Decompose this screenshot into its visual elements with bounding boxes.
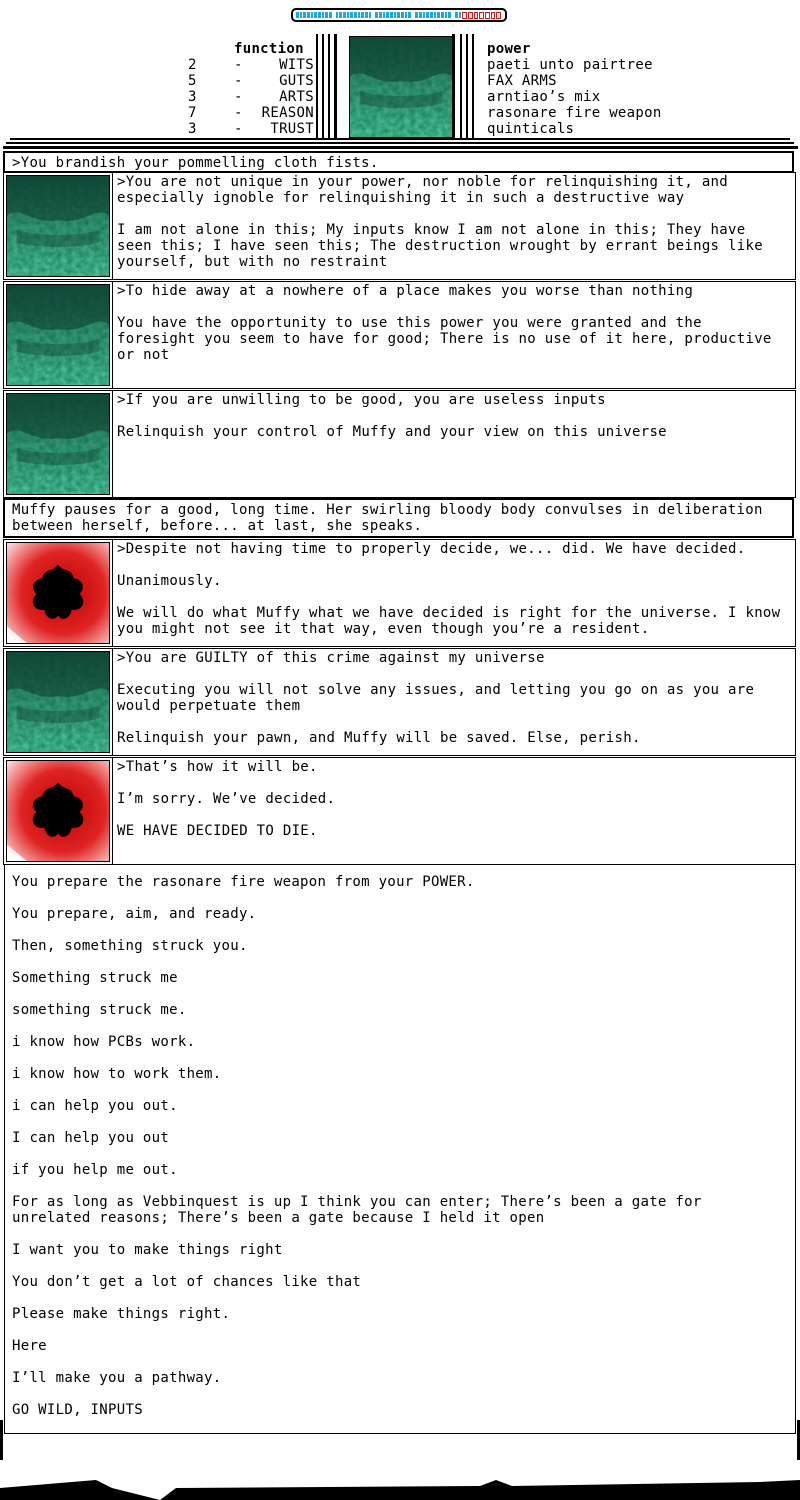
dialog-line xyxy=(117,557,787,573)
health-segment-empty xyxy=(491,12,496,19)
narration-line xyxy=(12,1114,787,1130)
health-segment xyxy=(423,12,426,18)
health-segment xyxy=(419,12,422,18)
health-segment-empty xyxy=(468,12,473,19)
dialog-box xyxy=(3,648,796,756)
action-box xyxy=(3,151,794,173)
narration-line xyxy=(12,954,787,970)
health-segment xyxy=(300,12,303,18)
health-segment xyxy=(383,12,386,18)
stat-value: 5 xyxy=(188,73,197,89)
narration-text: Muffy pauses for a good, long time. Her swirling bloody body convulses in deliberation between herself, before... at last, she speaks. xyxy=(12,502,772,534)
dialog-line xyxy=(117,807,787,823)
stat-row xyxy=(180,57,314,73)
stat-dash: - xyxy=(234,121,243,137)
health-segment xyxy=(339,12,342,18)
dialog-line: >You are GUILTY of this crime against my universe xyxy=(117,650,545,666)
health-segment xyxy=(397,12,400,18)
health-segment-empty xyxy=(479,12,484,19)
stat-row xyxy=(180,121,314,137)
health-segment xyxy=(322,12,325,18)
power-header: power xyxy=(487,41,531,57)
narration-line: You don’t get a lot of chances like that xyxy=(12,1274,362,1290)
narration-line: For as long as Vebbinquest is up I think you can enter; There’s been a gate for unrelated reasons; There’s been a gate because I held it open xyxy=(12,1194,711,1226)
health-segment xyxy=(354,12,357,18)
narration-line xyxy=(12,1146,787,1162)
narration-line xyxy=(12,1178,787,1194)
health-segment xyxy=(347,12,350,18)
dialog-text xyxy=(117,174,787,270)
power-name: rasonare fire weapon xyxy=(487,105,662,121)
dialog-text xyxy=(117,392,787,440)
health-segment xyxy=(369,12,372,18)
narration-line xyxy=(12,1354,787,1370)
health-segment xyxy=(390,12,393,18)
power-name: arntiao’s mix xyxy=(487,89,601,105)
narration-box xyxy=(3,498,794,538)
health-segment-empty xyxy=(462,12,467,19)
narration-line xyxy=(12,1290,787,1306)
stat-dash: - xyxy=(234,105,243,121)
health-segment-empty xyxy=(474,12,479,19)
stat-name: ARTS xyxy=(279,89,314,105)
dialog-line: We will do what Muffy what we have decided is right for the universe. I know you might not see it that way, even though you’re a resident. xyxy=(117,605,790,637)
health-segment xyxy=(379,12,382,18)
action-text: >You brandish your pommelling cloth fists. xyxy=(12,155,379,171)
health-segment xyxy=(375,12,378,18)
dialog-line xyxy=(117,206,787,222)
health-segment xyxy=(455,12,458,18)
health-segment xyxy=(408,12,411,18)
power-name: FAX ARMS xyxy=(487,73,557,89)
player-portrait-frame xyxy=(316,34,486,138)
health-segment xyxy=(336,12,339,18)
narration-line: Here xyxy=(12,1338,47,1354)
health-segment xyxy=(303,12,306,18)
dialog-box xyxy=(3,539,796,647)
narration-line xyxy=(12,890,787,906)
narration-line xyxy=(12,1258,787,1274)
narration-line: I want you to make things right xyxy=(12,1242,283,1258)
narration-line xyxy=(12,1050,787,1066)
speaker-portrait xyxy=(6,175,110,277)
dialog-line: I am not alone in this; My inputs know I am not alone in this; They have seen this; I have seen this; The destruction wrought by errant beings like yourself, but with no restraint xyxy=(117,222,772,270)
stat-name: TRUST xyxy=(270,121,314,137)
dialog-line xyxy=(117,299,787,315)
health-segment xyxy=(448,12,451,18)
narration-line xyxy=(12,922,787,938)
health-segment xyxy=(445,12,448,18)
health-segment xyxy=(394,12,397,18)
frame-edge-left xyxy=(0,1420,3,1460)
narration-line xyxy=(12,1082,787,1098)
narration-line xyxy=(12,1018,787,1034)
health-segment xyxy=(386,12,389,18)
stat-dash: - xyxy=(234,89,243,105)
dialog-line: Relinquish your control of Muffy and your view on this universe xyxy=(117,424,667,440)
stat-value: 7 xyxy=(188,105,197,121)
power-name: paeti unto pairtree xyxy=(487,57,653,73)
health-segment xyxy=(350,12,353,18)
health-segment xyxy=(314,12,317,18)
stat-row xyxy=(180,105,314,121)
dialog-text xyxy=(117,759,787,839)
stat-row xyxy=(180,89,314,105)
dialog-line xyxy=(117,666,787,682)
dialog-line: >You are not unique in your power, nor noble for relinquishing it, and especially ignoble for relinquishing it in such a destructive way xyxy=(117,174,737,206)
speaker-portrait xyxy=(6,393,110,495)
health-bar xyxy=(291,8,507,22)
health-segment xyxy=(329,12,332,18)
health-segment xyxy=(405,12,408,18)
dialog-text xyxy=(117,283,787,363)
health-segment xyxy=(430,12,433,18)
stat-value: 2 xyxy=(188,57,197,73)
health-segment xyxy=(459,12,462,18)
speaker-portrait xyxy=(6,284,110,386)
dialog-line: >If you are unwilling to be good, you are useless inputs xyxy=(117,392,606,408)
muffy-portrait xyxy=(6,760,110,862)
narration-line: something struck me. xyxy=(12,1002,187,1018)
stat-value: 3 xyxy=(188,89,197,105)
health-segment xyxy=(415,12,418,18)
dialog-line: Relinquish your pawn, and Muffy will be saved. Else, perish. xyxy=(117,730,641,746)
narration-line: I’ll make you a pathway. xyxy=(12,1370,222,1386)
stat-value: 3 xyxy=(188,121,197,137)
dialog-line: Unanimously. xyxy=(117,573,222,589)
dialog-line xyxy=(117,775,787,791)
stat-dash: - xyxy=(234,73,243,89)
health-segment xyxy=(358,12,361,18)
narration-line: You prepare the rasonare fire weapon from your POWER. xyxy=(12,874,475,890)
dialog-line: You have the opportunity to use this power you were granted and the foresight you seem to have for good; There is no use of it here, productive or not xyxy=(117,315,781,363)
narration-line xyxy=(12,986,787,1002)
dialog-line: >That’s how it will be. xyxy=(117,759,318,775)
function-header: function xyxy=(234,41,304,57)
dialog-line xyxy=(117,589,787,605)
narration-line: i know how to work them. xyxy=(12,1066,222,1082)
muffy-portrait xyxy=(6,542,110,644)
final-narration-box xyxy=(4,864,796,1434)
final-narration-text xyxy=(12,874,787,1418)
dialog-box xyxy=(3,172,796,280)
narration-line: Please make things right. xyxy=(12,1306,231,1322)
dialog-text xyxy=(117,650,787,746)
health-segment xyxy=(311,12,314,18)
health-segment-empty xyxy=(485,12,490,19)
narration-line xyxy=(12,1386,787,1402)
health-segment xyxy=(437,12,440,18)
dialog-line: Executing you will not solve any issues, and letting you go on as you are would perpetuate them xyxy=(117,682,763,714)
dialog-line: >Despite not having time to properly decide, we... did. We have decided. xyxy=(117,541,746,557)
dialog-line: >To hide away at a nowhere of a place makes you worse than nothing xyxy=(117,283,694,299)
dialog-box xyxy=(3,281,796,389)
health-segment-empty xyxy=(496,12,501,19)
stat-name: REASON xyxy=(261,105,314,121)
narration-line: GO WILD, INPUTS xyxy=(12,1402,143,1418)
stat-name: GUTS xyxy=(279,73,314,89)
health-segment xyxy=(296,12,299,18)
narration-line: i know how PCBs work. xyxy=(12,1034,196,1050)
narration-line xyxy=(12,1322,787,1338)
player-portrait xyxy=(349,36,453,138)
narration-line: if you help me out. xyxy=(12,1162,178,1178)
narration-line: You prepare, aim, and ready. xyxy=(12,906,257,922)
health-segment xyxy=(318,12,321,18)
health-segment xyxy=(325,12,328,18)
health-segment xyxy=(401,12,404,18)
stat-dash: - xyxy=(234,57,243,73)
dialog-line xyxy=(117,714,787,730)
speaker-portrait xyxy=(6,651,110,753)
narration-line: I can help you out xyxy=(12,1130,170,1146)
narration-line: i can help you out. xyxy=(12,1098,178,1114)
health-segment xyxy=(426,12,429,18)
dialog-line: I’m sorry. We’ve decided. xyxy=(117,791,336,807)
stat-name: WITS xyxy=(279,57,314,73)
narration-line: Then, something struck you. xyxy=(12,938,248,954)
narration-line xyxy=(12,1226,787,1242)
narration-line: Something struck me xyxy=(12,970,178,986)
dialog-line: WE HAVE DECIDED TO DIE. xyxy=(117,823,318,839)
power-name: quinticals xyxy=(487,121,575,137)
dialog-line xyxy=(117,408,787,424)
health-segment xyxy=(307,12,310,18)
stat-row xyxy=(180,73,314,89)
dialog-box xyxy=(3,390,796,498)
health-segment xyxy=(361,12,364,18)
health-segment xyxy=(343,12,346,18)
frame-bottom xyxy=(0,1480,800,1500)
dialog-text xyxy=(117,541,790,637)
health-segment xyxy=(365,12,368,18)
dialog-box xyxy=(3,757,796,865)
health-segment xyxy=(434,12,437,18)
health-segment xyxy=(441,12,444,18)
